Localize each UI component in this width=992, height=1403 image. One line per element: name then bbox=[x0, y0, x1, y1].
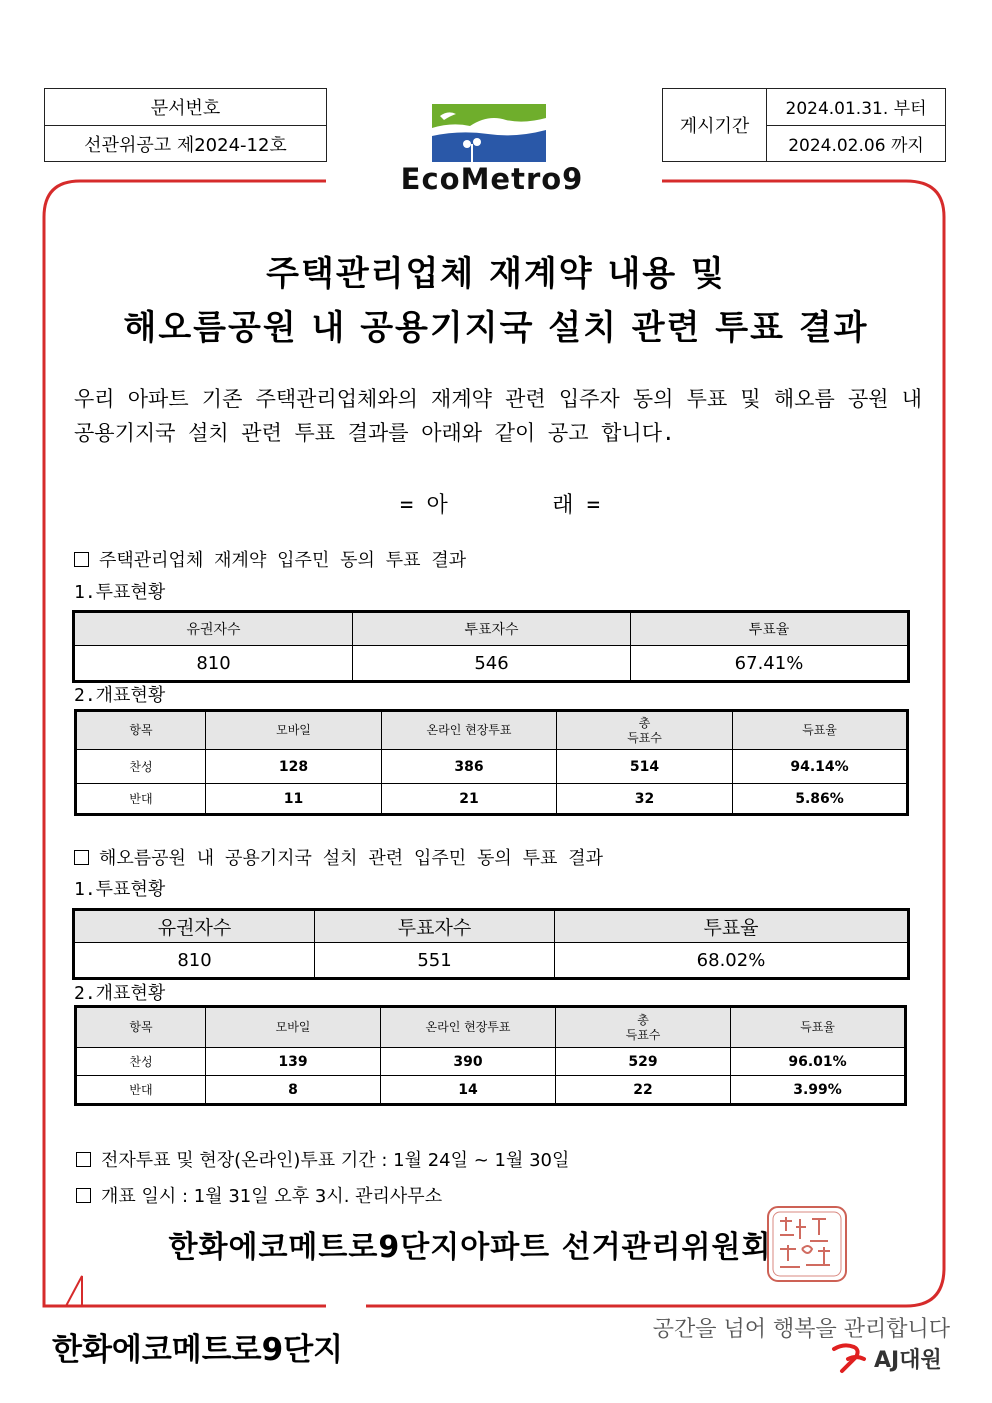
table-header: 항목 bbox=[77, 712, 206, 750]
section2-heading-text: 해오름공원 내 공용기지국 설치 관련 입주민 동의 투표 결과 bbox=[99, 848, 604, 869]
table-cell: 5.86% bbox=[733, 784, 907, 814]
table-cell: 11 bbox=[206, 784, 382, 814]
table-row bbox=[77, 750, 907, 784]
table-header: 유권자수 bbox=[75, 613, 353, 646]
table-header: 투표자수 bbox=[353, 613, 631, 646]
posting-period-from: 2024.01.31. 부터 bbox=[785, 99, 927, 120]
section1-heading bbox=[74, 546, 466, 572]
table-header: 모바일 bbox=[206, 1008, 381, 1048]
table-cell: 3.99% bbox=[731, 1076, 905, 1104]
table-header: 유권자수 bbox=[75, 911, 315, 943]
table-cell: 8 bbox=[206, 1076, 381, 1104]
official-seal-icon bbox=[766, 1205, 848, 1283]
table-header: 투표율 bbox=[631, 613, 908, 646]
section2-count-label: 2.개표현황 bbox=[74, 983, 166, 1004]
table-header: 득표율 bbox=[733, 712, 907, 750]
title-line-1: 주택관리업체 재계약 내용 및 bbox=[266, 254, 726, 294]
section2-heading bbox=[74, 844, 603, 870]
checkbox-square-icon bbox=[74, 552, 89, 567]
voting-period-text: 전자투표 및 현장(온라인)투표 기간 : 1월 24일 ~ 1월 30일 bbox=[101, 1150, 570, 1171]
table-header: 득표율 bbox=[731, 1008, 905, 1048]
committee-signature: 한화에코메트로9단지아파트 선거관리위원회 bbox=[168, 1230, 772, 1265]
table-row bbox=[77, 1076, 905, 1104]
document-number-label: 문서번호 bbox=[150, 98, 221, 119]
table-cell: 386 bbox=[382, 750, 557, 784]
counting-time-note bbox=[76, 1182, 442, 1208]
checkbox-square-icon bbox=[76, 1188, 91, 1203]
table-header: 온라인 현장투표 bbox=[381, 1008, 556, 1048]
table-row bbox=[77, 1048, 905, 1076]
table-cell: 810 bbox=[75, 943, 315, 978]
table-cell: 32 bbox=[557, 784, 733, 814]
table-cell: 14 bbox=[381, 1076, 556, 1104]
complex-name: 한화에코메트로9단지 bbox=[52, 1332, 344, 1368]
checkbox-square-icon bbox=[74, 850, 89, 865]
table-cell: 22 bbox=[556, 1076, 731, 1104]
table-cell: 찬성 bbox=[77, 750, 206, 784]
company-slogan: 공간을 넘어 행복을 관리합니다 bbox=[652, 1317, 950, 1342]
voting-period-note bbox=[76, 1146, 569, 1172]
section1-count-table bbox=[76, 711, 907, 814]
section1-count-label: 2.개표현황 bbox=[74, 685, 166, 706]
section1-status-table bbox=[74, 612, 908, 681]
table-header: 총 득표수 bbox=[556, 1008, 731, 1048]
table-cell: 546 bbox=[353, 646, 631, 681]
posting-period-label: 게시기간 bbox=[663, 89, 767, 161]
table-cell: 390 bbox=[381, 1048, 556, 1076]
aj-daewon-logo bbox=[830, 1340, 952, 1376]
table-header: 총 득표수 bbox=[557, 712, 733, 750]
section2-status-label: 1.투표현황 bbox=[74, 879, 166, 900]
table-cell: 94.14% bbox=[733, 750, 907, 784]
below-heading bbox=[400, 488, 600, 519]
title-line-2: 해오름공원 내 공용기지국 설치 관련 투표 결과 bbox=[123, 308, 869, 348]
section1-status-label: 1.투표현황 bbox=[74, 582, 166, 603]
table-header: 항목 bbox=[77, 1008, 206, 1048]
posting-period-box bbox=[662, 88, 946, 162]
table-header: 투표율 bbox=[555, 911, 908, 943]
checkbox-square-icon bbox=[76, 1152, 91, 1167]
below-heading-right: 래 = bbox=[552, 493, 600, 518]
ecometro-logo-icon bbox=[432, 104, 546, 162]
below-heading-left: = 아 bbox=[400, 493, 448, 518]
table-cell: 810 bbox=[75, 646, 353, 681]
table-header: 투표자수 bbox=[315, 911, 555, 943]
table-cell: 반대 bbox=[77, 1076, 206, 1104]
table-cell: 514 bbox=[557, 750, 733, 784]
section1-heading-text: 주택관리업체 재계약 입주민 동의 투표 결과 bbox=[99, 550, 467, 571]
section2-status-table bbox=[74, 910, 908, 978]
aj-logo-text: AJ대원 bbox=[874, 1347, 942, 1373]
table-cell: 68.02% bbox=[555, 943, 908, 978]
table-cell: 67.41% bbox=[631, 646, 908, 681]
ecometro-logo bbox=[372, 100, 612, 200]
table-cell: 551 bbox=[315, 943, 555, 978]
table-cell: 21 bbox=[382, 784, 557, 814]
posting-period-to: 2024.02.06 까지 bbox=[767, 125, 945, 162]
table-cell: 96.01% bbox=[731, 1048, 905, 1076]
table-header: 온라인 현장투표 bbox=[382, 712, 557, 750]
section2-count-table bbox=[76, 1007, 905, 1104]
table-header: 모바일 bbox=[206, 712, 382, 750]
document-number-box bbox=[44, 88, 327, 162]
table-cell: 반대 bbox=[77, 784, 206, 814]
table-cell: 139 bbox=[206, 1048, 381, 1076]
aj-logo-icon bbox=[830, 1341, 868, 1375]
table-cell: 529 bbox=[556, 1048, 731, 1076]
table-row bbox=[77, 784, 907, 814]
document-number-value: 선관위공고 제2024-12호 bbox=[45, 125, 326, 161]
counting-time-text: 개표 일시 : 1월 31일 오후 3시. 관리사무소 bbox=[101, 1186, 443, 1207]
ecometro-logo-text: EcoMetro9 bbox=[400, 162, 584, 196]
table-cell: 128 bbox=[206, 750, 382, 784]
intro-paragraph: 우리 아파트 기존 주택관리업체와의 재계약 관련 입주자 동의 투표 및 해오름 공원 내 공용기지국 설치 관련 투표 결과를 아래와 같이 공고 합니다. bbox=[74, 387, 922, 445]
table-cell: 찬성 bbox=[77, 1048, 206, 1076]
